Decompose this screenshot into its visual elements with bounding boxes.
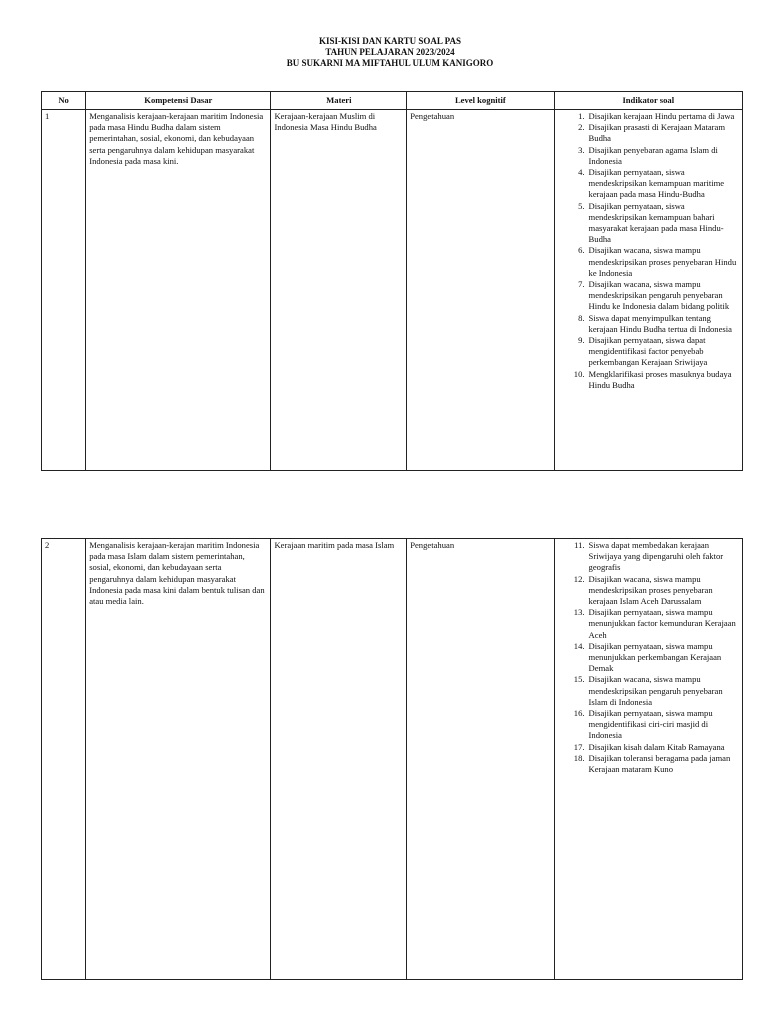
item-number: 6. (578, 245, 585, 256)
list-item (558, 167, 739, 201)
item-text: Siswa dapat menyimpulkan tentang kerajaan Hindu Budha tertua di Indonesia (588, 312, 732, 334)
header-indikator-soal: Indikator soal (554, 92, 742, 110)
item-text: Disajikan wacana, siswa mampu mendeskripsikan proses penyebaran kerajaan Islam Aceh Darussalam (588, 573, 713, 607)
kisi-kisi-table-1 (41, 91, 743, 471)
item-text: Mengklarifikasi proses masuknya budaya Hindu Budha (588, 368, 732, 390)
item-text: Disajikan pernyataan, siswa mendeskripsikan kemampuan maritime kerajaan pada masa Hindu-Budha (588, 167, 725, 200)
item-number: 7. (578, 279, 585, 290)
cell-materi: Kerajaan-kerajaan Muslim di Indonesia Masa Hindu Budha (271, 110, 407, 471)
list-item (558, 245, 739, 279)
list-item (558, 540, 739, 574)
header-materi: Materi (271, 92, 407, 110)
item-text: Disajikan pernyataan, siswa mampu mengidentifikasi ciri-ciri masjid di Indonesia (588, 708, 713, 741)
item-text: Disajikan wacana, siswa mampu mendeskripsikan proses penyebaran Hindu ke Indonesia (588, 245, 737, 278)
item-number: 12. (573, 573, 585, 584)
table-row (42, 539, 743, 980)
list-item (558, 111, 739, 122)
item-number: 11. (574, 540, 585, 550)
item-text: Disajikan penyebaran agama Islam di Indonesia (588, 144, 718, 166)
item-text: Disajikan wacana, siswa mampu mendeskripsikan pengaruh penyebaran Hindu ke Indonesia dalam bidang politik (588, 279, 730, 312)
item-number: 17. (573, 741, 585, 752)
list-item (558, 201, 739, 246)
item-number: 13. (573, 607, 585, 618)
item-text: Siswa dapat membedakan kerajaan Sriwijaya yang dipengaruhi oleh faktor geografis (588, 540, 724, 573)
list-item (558, 742, 739, 753)
header-level-kognitif: Level kognitif (407, 92, 554, 110)
document-title (0, 36, 768, 69)
item-text: Disajikan toleransi beragama pada jaman Kerajaan mataram Kuno (588, 752, 731, 775)
item-text: Disajikan pernyataan, siswa dapat mengidentifikasi factor penyebab perkembangan Kerajaan Sriwijaya (588, 335, 708, 368)
list-item (558, 674, 739, 708)
indikator-list (558, 540, 739, 775)
list-item (558, 313, 739, 335)
cell-no: 1 (42, 110, 86, 471)
item-number: 16. (573, 708, 585, 719)
item-number: 14. (573, 640, 585, 651)
kisi-kisi-table-2 (41, 538, 743, 980)
cell-indikator-soal (554, 110, 742, 471)
list-item (558, 122, 739, 144)
list-item (558, 574, 739, 608)
cell-no: 2 (42, 539, 86, 980)
item-text: Disajikan pernyataan, siswa mendeskripsikan kemampuan bahari masyarakat kerajaan pada masa Hindu-Budha (588, 200, 724, 245)
item-number: 18. (573, 752, 585, 763)
list-item (558, 708, 739, 742)
header-kompetensi-dasar: Kompetensi Dasar (86, 92, 271, 110)
cell-level-kognitif: Pengetahuan (407, 539, 554, 980)
list-item (558, 607, 739, 641)
list-item (558, 753, 739, 775)
list-item (558, 641, 739, 675)
item-number: 2. (578, 122, 585, 133)
item-text: Disajikan pernyataan, siswa mampu menunjukkan factor kemunduran Kerajaan Aceh (588, 607, 736, 640)
item-text: Disajikan kisah dalam Kitab Ramayana (588, 741, 725, 752)
item-number: 15. (573, 674, 585, 685)
header-row (42, 92, 743, 110)
item-number: 9. (578, 335, 585, 346)
list-item (558, 145, 739, 167)
cell-materi: Kerajaan maritim pada masa Islam (271, 539, 407, 980)
item-text: Disajikan prasasti di Kerajaan Mataram Budha (588, 122, 726, 144)
item-number: 1. (578, 111, 585, 121)
list-item (558, 335, 739, 369)
item-number: 8. (578, 312, 585, 323)
title-line-1: KISI-KISI DAN KARTU SOAL PAS (318, 36, 462, 46)
cell-level-kognitif: Pengetahuan (407, 110, 554, 471)
item-text: Disajikan kerajaan Hindu pertama di Jawa (588, 111, 735, 121)
list-item (558, 279, 739, 313)
item-number: 5. (578, 200, 585, 211)
title-line-3: BU SUKARNI MA MIFTAHUL ULUM KANIGORO (286, 58, 494, 68)
item-number: 4. (578, 167, 585, 178)
list-item (558, 369, 739, 391)
item-number: 3. (578, 144, 585, 155)
cell-kompetensi-dasar: Menganalisis kerajaan-kerajaan maritim Indonesia pada masa Hindu Budha dalam sistem pemerintahan, sosial, ekonomi, dan kebudayaan serta pengaruhnya dalam kehidupan masyarakat Indonesia pada masa kini. (86, 110, 271, 471)
header-no: No (42, 92, 86, 110)
item-text: Disajikan wacana, siswa mampu mendeskripsikan pengaruh penyebaran Islam di Indonesia (588, 674, 723, 707)
cell-kompetensi-dasar: Menganalisis kerajaan-kerajan maritim Indonesia pada masa Islam dalam sistem pemerintahan, sosial, ekonomi, dan kebudayaan serta pengaruhnya dalam kehidupan masyarakat Indonesia pada masa kini dalam bentuk tulisan dan atau media lain. (86, 539, 271, 980)
cell-indikator-soal (554, 539, 742, 980)
item-text: Disajikan pernyataan, siswa mampu menunjukkan perkembangan Kerajaan Demak (588, 640, 722, 674)
indikator-list (558, 111, 739, 391)
title-line-2: TAHUN PELAJARAN 2023/2024 (325, 47, 455, 57)
table-row (42, 110, 743, 471)
item-number: 10. (573, 368, 585, 379)
